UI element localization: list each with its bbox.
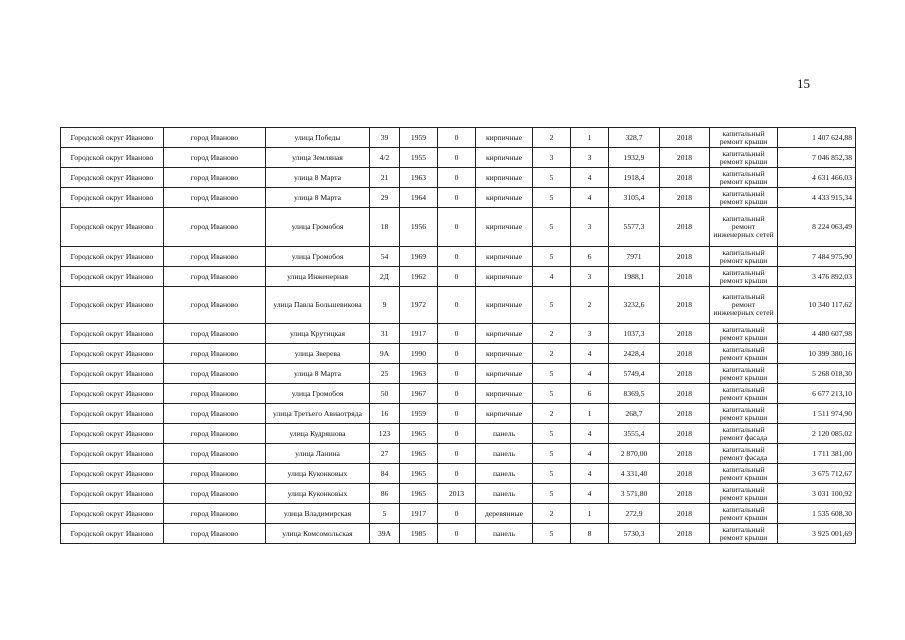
entrances-cell: 8 [571,524,609,544]
table-row [61,168,856,188]
area-cell: 3 571,80 [609,484,660,504]
cost-cell: 7 484 975,90 [778,247,856,267]
entrances-cell: 3 [571,267,609,287]
wall-material-cell: кирпичные [476,287,533,324]
street-cell: улица Владимирская [266,504,370,524]
build-year-cell: 1955 [400,148,438,168]
city-cell: город Иваново [164,464,266,484]
cost-cell: 4 433 915,34 [778,188,856,208]
area-cell: 272,9 [609,504,660,524]
build-year-cell: 1967 [400,384,438,404]
table-row [61,287,856,324]
street-cell: улица Громобоя [266,247,370,267]
table-row [61,384,856,404]
street-cell: улица Комсомольская [266,524,370,544]
city-cell: город Иваново [164,344,266,364]
street-cell: улица 8 Марта [266,364,370,384]
plan-year-cell: 2018 [660,168,710,188]
house-number-cell: 31 [370,324,400,344]
area-cell: 3232,6 [609,287,660,324]
district-cell: Городской округ Иваново [61,287,164,324]
floors-cell: 5 [533,188,571,208]
renovation-year-cell: 0 [438,364,476,384]
work-type-cell: капитальный ремонт крыши [710,364,778,384]
house-number-cell: 86 [370,484,400,504]
district-cell: Городской округ Иваново [61,168,164,188]
entrances-cell: 2 [571,287,609,324]
city-cell: город Иваново [164,364,266,384]
housing-repair-table [60,127,856,544]
plan-year-cell: 2018 [660,324,710,344]
entrances-cell: 3 [571,148,609,168]
plan-year-cell: 2018 [660,384,710,404]
house-number-cell: 5 [370,504,400,524]
cost-cell: 1 511 974,90 [778,404,856,424]
cost-cell: 4 631 466,03 [778,168,856,188]
work-type-cell: капитальный ремонт крыши [710,344,778,364]
table-row [61,504,856,524]
entrances-cell: 4 [571,344,609,364]
area-cell: 5730,3 [609,524,660,544]
entrances-cell: 3 [571,208,609,247]
street-cell: улица Ланина [266,444,370,464]
page-number: 15 [797,76,810,91]
cost-cell: 5 268 018,30 [778,364,856,384]
district-cell: Городской округ Иваново [61,404,164,424]
district-cell: Городской округ Иваново [61,128,164,148]
street-cell: улица Куконковых [266,464,370,484]
wall-material-cell: кирпичные [476,364,533,384]
entrances-cell: 1 [571,504,609,524]
renovation-year-cell: 0 [438,247,476,267]
street-cell: улица 8 Марта [266,188,370,208]
cost-cell: 3 925 001,69 [778,524,856,544]
floors-cell: 5 [533,464,571,484]
table-row [61,424,856,444]
cost-cell: 6 677 213,10 [778,384,856,404]
floors-cell: 5 [533,247,571,267]
wall-material-cell: кирпичные [476,344,533,364]
renovation-year-cell: 2013 [438,484,476,504]
house-number-cell: 18 [370,208,400,247]
work-type-cell: капитальный ремонт крыши [710,404,778,424]
build-year-cell: 1964 [400,188,438,208]
plan-year-cell: 2018 [660,188,710,208]
city-cell: город Иваново [164,524,266,544]
plan-year-cell: 2018 [660,404,710,424]
wall-material-cell: кирпичные [476,148,533,168]
area-cell: 1988,1 [609,267,660,287]
city-cell: город Иваново [164,267,266,287]
area-cell: 5749,4 [609,364,660,384]
area-cell: 2 870,00 [609,444,660,464]
table-row [61,188,856,208]
build-year-cell: 1956 [400,208,438,247]
house-number-cell: 27 [370,444,400,464]
street-cell: улица Громобоя [266,384,370,404]
work-type-cell: капитальный ремонт крыши [710,504,778,524]
build-year-cell: 1917 [400,324,438,344]
cost-cell: 10 340 117,62 [778,287,856,324]
table-row [61,444,856,464]
area-cell: 328,7 [609,128,660,148]
area-cell: 268,7 [609,404,660,424]
plan-year-cell: 2018 [660,344,710,364]
cost-cell: 1 711 381,00 [778,444,856,464]
build-year-cell: 1959 [400,404,438,424]
work-type-cell: капитальный ремонт крыши [710,188,778,208]
district-cell: Городской округ Иваново [61,148,164,168]
work-type-cell: капитальный ремонт крыши [710,267,778,287]
floors-cell: 2 [533,404,571,424]
renovation-year-cell: 0 [438,384,476,404]
plan-year-cell: 2018 [660,504,710,524]
table-row [61,464,856,484]
area-cell: 1037,3 [609,324,660,344]
entrances-cell: 6 [571,384,609,404]
area-cell: 3105,4 [609,188,660,208]
city-cell: город Иваново [164,128,266,148]
city-cell: город Иваново [164,208,266,247]
plan-year-cell: 2018 [660,484,710,504]
cost-cell: 2 120 085,02 [778,424,856,444]
city-cell: город Иваново [164,324,266,344]
renovation-year-cell: 0 [438,208,476,247]
district-cell: Городской округ Иваново [61,504,164,524]
plan-year-cell: 2018 [660,524,710,544]
city-cell: город Иваново [164,384,266,404]
floors-cell: 2 [533,344,571,364]
renovation-year-cell: 0 [438,444,476,464]
wall-material-cell: кирпичные [476,404,533,424]
build-year-cell: 1917 [400,504,438,524]
floors-cell: 5 [533,424,571,444]
city-cell: город Иваново [164,188,266,208]
floors-cell: 5 [533,287,571,324]
floors-cell: 2 [533,324,571,344]
district-cell: Городской округ Иваново [61,444,164,464]
district-cell: Городской округ Иваново [61,424,164,444]
street-cell: улица Земляная [266,148,370,168]
work-type-cell: капитальный ремонт крыши [710,464,778,484]
street-cell: улица Зверева [266,344,370,364]
cost-cell: 10 399 380,16 [778,344,856,364]
floors-cell: 5 [533,208,571,247]
build-year-cell: 1963 [400,364,438,384]
district-cell: Городской округ Иваново [61,188,164,208]
floors-cell: 2 [533,504,571,524]
area-cell: 1918,4 [609,168,660,188]
house-number-cell: 2Д [370,267,400,287]
wall-material-cell: кирпичные [476,384,533,404]
renovation-year-cell: 0 [438,524,476,544]
street-cell: улица Громобоя [266,208,370,247]
build-year-cell: 1965 [400,484,438,504]
renovation-year-cell: 0 [438,324,476,344]
build-year-cell: 1969 [400,247,438,267]
build-year-cell: 1963 [400,168,438,188]
table-row [61,128,856,148]
cost-cell: 4 480 607,98 [778,324,856,344]
house-number-cell: 123 [370,424,400,444]
district-cell: Городской округ Иваново [61,267,164,287]
house-number-cell: 29 [370,188,400,208]
renovation-year-cell: 0 [438,424,476,444]
wall-material-cell: панель [476,484,533,504]
city-cell: город Иваново [164,424,266,444]
renovation-year-cell: 0 [438,404,476,424]
cost-cell: 7 046 852,38 [778,148,856,168]
house-number-cell: 50 [370,384,400,404]
wall-material-cell: панель [476,524,533,544]
cost-cell: 3 476 892,03 [778,267,856,287]
entrances-cell: 4 [571,464,609,484]
cost-cell: 3 675 712,67 [778,464,856,484]
wall-material-cell: кирпичные [476,128,533,148]
build-year-cell: 1990 [400,344,438,364]
area-cell: 2428,4 [609,344,660,364]
build-year-cell: 1965 [400,444,438,464]
table-row [61,324,856,344]
work-type-cell: капитальный ремонт крыши [710,484,778,504]
work-type-cell: капитальный ремонт фасада [710,444,778,464]
district-cell: Городской округ Иваново [61,344,164,364]
cost-cell: 1 407 624,88 [778,128,856,148]
work-type-cell: капитальный ремонт крыши [710,384,778,404]
wall-material-cell: кирпичные [476,188,533,208]
area-cell: 4 331,40 [609,464,660,484]
house-number-cell: 21 [370,168,400,188]
district-cell: Городской округ Иваново [61,524,164,544]
house-number-cell: 9А [370,344,400,364]
work-type-cell: капитальный ремонт фасада [710,424,778,444]
city-cell: город Иваново [164,504,266,524]
house-number-cell: 39 [370,128,400,148]
area-cell: 7971 [609,247,660,267]
table-row [61,524,856,544]
wall-material-cell: кирпичные [476,247,533,267]
plan-year-cell: 2018 [660,247,710,267]
entrances-cell: 1 [571,404,609,424]
floors-cell: 5 [533,524,571,544]
plan-year-cell: 2018 [660,287,710,324]
city-cell: город Иваново [164,484,266,504]
work-type-cell: капитальный ремонт крыши [710,128,778,148]
floors-cell: 5 [533,484,571,504]
table-row [61,364,856,384]
entrances-cell: 4 [571,484,609,504]
table-row [61,404,856,424]
table-row [61,148,856,168]
table-row [61,208,856,247]
floors-cell: 5 [533,168,571,188]
area-cell: 5577,3 [609,208,660,247]
city-cell: город Иваново [164,148,266,168]
entrances-cell: 4 [571,188,609,208]
street-cell: улица Куконковых [266,484,370,504]
entrances-cell: 1 [571,128,609,148]
street-cell: улица Инженерная [266,267,370,287]
renovation-year-cell: 0 [438,148,476,168]
district-cell: Городской округ Иваново [61,208,164,247]
house-number-cell: 84 [370,464,400,484]
plan-year-cell: 2018 [660,267,710,287]
street-cell: улица Крутицкая [266,324,370,344]
district-cell: Городской округ Иваново [61,247,164,267]
renovation-year-cell: 0 [438,504,476,524]
wall-material-cell: кирпичные [476,208,533,247]
renovation-year-cell: 0 [438,188,476,208]
area-cell: 1932,9 [609,148,660,168]
house-number-cell: 9 [370,287,400,324]
house-number-cell: 54 [370,247,400,267]
street-cell: улица Павла Большевикова [266,287,370,324]
work-type-cell: капитальный ремонт крыши [710,247,778,267]
work-type-cell: капитальный ремонт крыши [710,524,778,544]
house-number-cell: 39А [370,524,400,544]
cost-cell: 3 031 100,92 [778,484,856,504]
entrances-cell: 4 [571,168,609,188]
renovation-year-cell: 0 [438,168,476,188]
floors-cell: 5 [533,364,571,384]
renovation-year-cell: 0 [438,267,476,287]
street-cell: улица Кудряшова [266,424,370,444]
build-year-cell: 1985 [400,524,438,544]
work-type-cell: капитальный ремонт крыши [710,148,778,168]
plan-year-cell: 2018 [660,424,710,444]
table-row [61,344,856,364]
district-cell: Городской округ Иваново [61,464,164,484]
build-year-cell: 1972 [400,287,438,324]
district-cell: Городской округ Иваново [61,324,164,344]
plan-year-cell: 2018 [660,464,710,484]
wall-material-cell: деревянные [476,504,533,524]
build-year-cell: 1965 [400,424,438,444]
table-row [61,484,856,504]
renovation-year-cell: 0 [438,287,476,324]
area-cell: 8369,5 [609,384,660,404]
street-cell: улица Третьего Авиаотряда [266,404,370,424]
district-cell: Городской округ Иваново [61,384,164,404]
build-year-cell: 1959 [400,128,438,148]
plan-year-cell: 2018 [660,444,710,464]
table-row [61,247,856,267]
plan-year-cell: 2018 [660,148,710,168]
build-year-cell: 1962 [400,267,438,287]
renovation-year-cell: 0 [438,464,476,484]
entrances-cell: 3 [571,324,609,344]
wall-material-cell: кирпичные [476,324,533,344]
floors-cell: 5 [533,444,571,464]
house-number-cell: 4/2 [370,148,400,168]
cost-cell: 8 224 063,49 [778,208,856,247]
renovation-year-cell: 0 [438,344,476,364]
district-cell: Городской округ Иваново [61,484,164,504]
district-cell: Городской округ Иваново [61,364,164,384]
cost-cell: 1 535 608,30 [778,504,856,524]
entrances-cell: 6 [571,247,609,267]
floors-cell: 2 [533,128,571,148]
wall-material-cell: кирпичные [476,267,533,287]
wall-material-cell: кирпичные [476,168,533,188]
wall-material-cell: панель [476,464,533,484]
house-number-cell: 16 [370,404,400,424]
entrances-cell: 4 [571,364,609,384]
entrances-cell: 4 [571,444,609,464]
city-cell: город Иваново [164,247,266,267]
floors-cell: 5 [533,384,571,404]
house-number-cell: 25 [370,364,400,384]
wall-material-cell: панель [476,444,533,464]
floors-cell: 3 [533,148,571,168]
plan-year-cell: 2018 [660,128,710,148]
plan-year-cell: 2018 [660,364,710,384]
work-type-cell: капитальный ремонт инженерных сетей [710,287,778,324]
city-cell: город Иваново [164,168,266,188]
city-cell: город Иваново [164,404,266,424]
street-cell: улица 8 Марта [266,168,370,188]
build-year-cell: 1965 [400,464,438,484]
work-type-cell: капитальный ремонт крыши [710,168,778,188]
floors-cell: 4 [533,267,571,287]
entrances-cell: 4 [571,424,609,444]
wall-material-cell: панель [476,424,533,444]
street-cell: улица Победы [266,128,370,148]
work-type-cell: капитальный ремонт инженерных сетей [710,208,778,247]
area-cell: 3555,4 [609,424,660,444]
city-cell: город Иваново [164,287,266,324]
renovation-year-cell: 0 [438,128,476,148]
plan-year-cell: 2018 [660,208,710,247]
work-type-cell: капитальный ремонт крыши [710,324,778,344]
table-row [61,267,856,287]
city-cell: город Иваново [164,444,266,464]
